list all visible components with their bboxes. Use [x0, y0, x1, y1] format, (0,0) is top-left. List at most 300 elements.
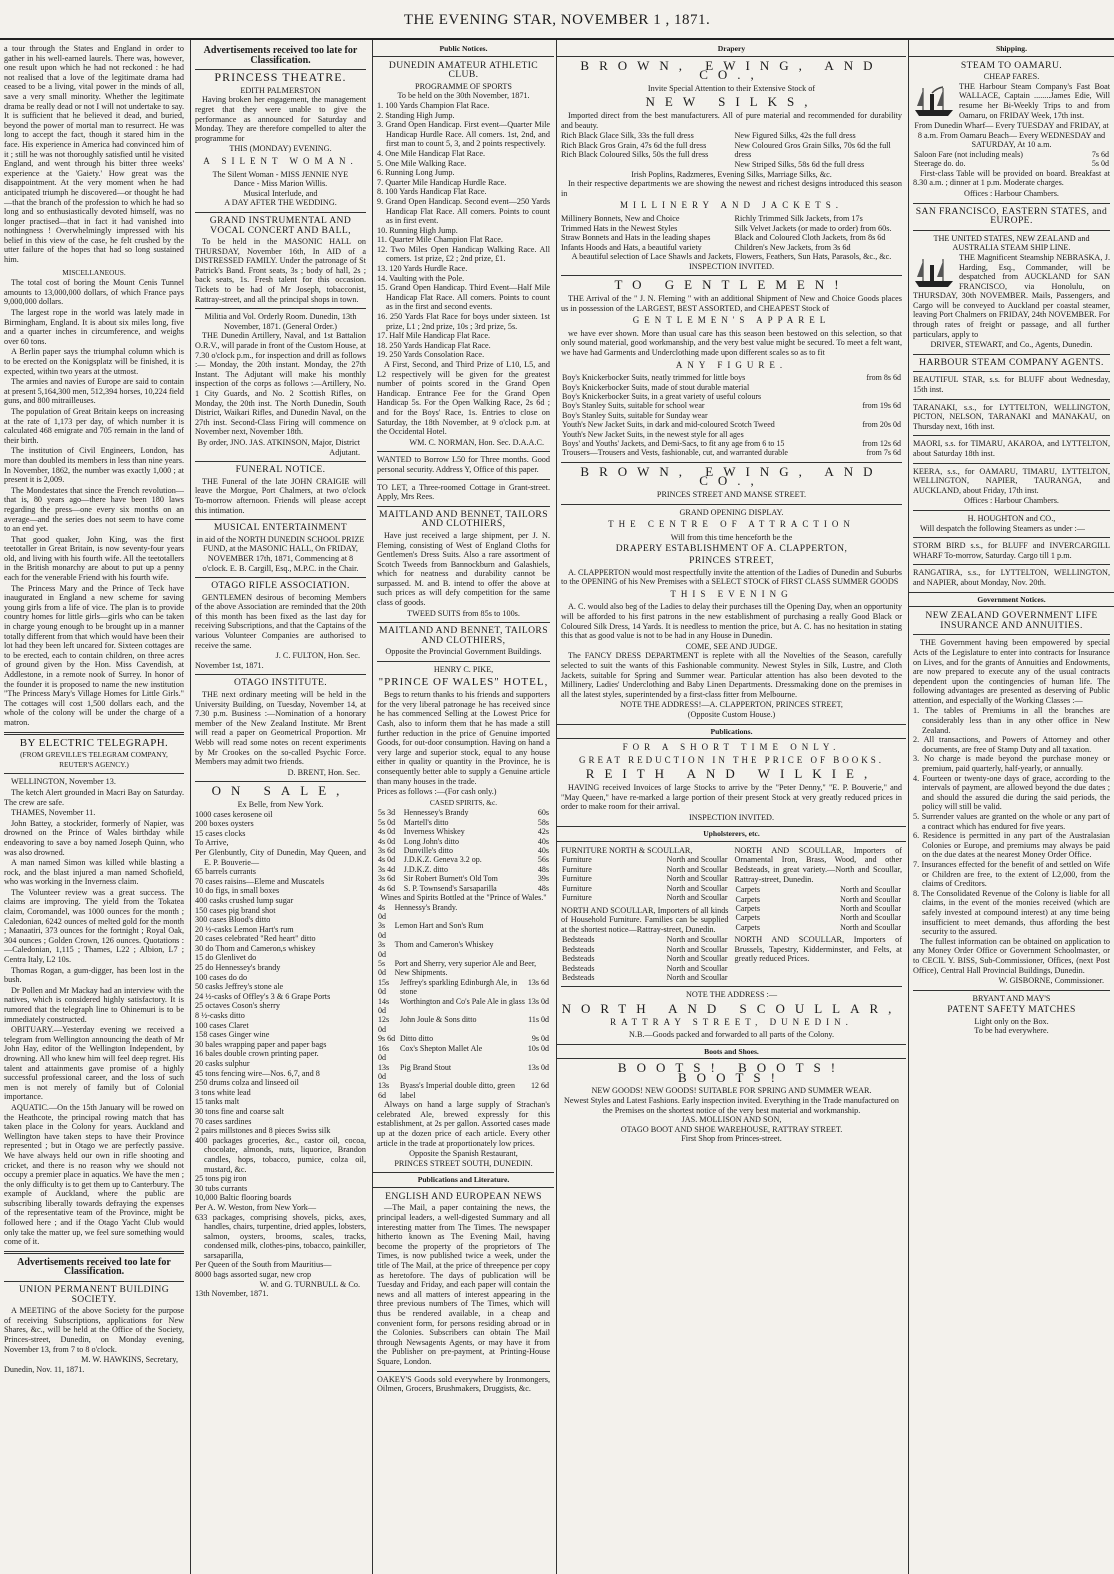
table-cell: 9s 6d: [378, 1034, 396, 1044]
table-cell: 7s 6d: [1091, 149, 1109, 159]
section-caption: Shipping.: [909, 44, 1114, 57]
table-cell: North and Scoullar: [666, 864, 728, 874]
divider: [913, 230, 1110, 231]
table-cell: Boy's Knickerbocker Suits, neatly trimmed for little boys: [562, 373, 746, 383]
ad-line: NOTE THE ADDRESS :—: [685, 990, 778, 1000]
silks-right: [735, 131, 903, 169]
list-item: The largest rope in the world was lately made in Birmingham, England. It is about six miles long, five and a quarter inches in circumference, and weighs over 60 tons.: [4, 308, 184, 346]
ad-heading: STEAM TO OAMARU.: [960, 59, 1063, 71]
ad-heading: NEW ZEALAND GOVERNMENT LIFE INSURANCE AND ANNUITIES.: [925, 610, 1098, 631]
table-cell: 16s 0d: [378, 1043, 390, 1063]
millinery-list: [561, 214, 902, 252]
ad-line: INSPECTION INVITED.: [688, 812, 775, 822]
table-cell: 3s 0d: [378, 921, 386, 940]
list-item: 633 packages, comprising shovels, picks, axes, handles, chairs, turpentine, dried apples, lobsters, salmon, oysters, brooms, scales, tracks, condensed milk, clothes-pins, tobacco, painkiller, sarsaparilla,: [195, 1212, 367, 1260]
ad-line: (Opposite Custom House.): [687, 709, 776, 719]
list-item: 70 cases sardines: [195, 1116, 252, 1126]
list-item: 2 pairs millstones and 8 pieces Swiss silk: [195, 1126, 331, 1136]
table-cell: 3s 0d: [378, 940, 386, 959]
table-row: [561, 448, 902, 457]
ad-text: Always on hand a large supply of Strachan's celebrated Ale, brewed expressly for this establishment, at 2s per gallon. Assorted cases made up at the dozen price of each article. Every other article in the trade at proportionately low prices.: [377, 1100, 550, 1148]
list-item: 30 tons fine and coarse salt: [195, 1106, 284, 1116]
table-row: [377, 1015, 550, 1034]
steamship-icon: [913, 255, 955, 289]
column-5: [908, 40, 1114, 1574]
table-row: [377, 978, 550, 997]
divider: [4, 1251, 184, 1254]
table-cell: Carpets: [735, 894, 760, 904]
table-cell: 9s 0d: [531, 1034, 549, 1044]
list-item: 8. 100 Yards Handicap Flat Race.: [377, 187, 487, 197]
ad-heading: TO GENTLEMEN!: [614, 277, 849, 293]
table-cell: Boys' and Youths' Jackets, and Demi-Sacs, to fit any age from 6 to 15: [562, 439, 785, 449]
table-cell: North and Scoullar: [840, 922, 901, 932]
ad-line: Offices : Harbour Chambers.: [964, 188, 1059, 198]
ad-signature: J. C. FULTON, Hon. Sec.: [275, 651, 360, 661]
ad-heading: PRINCESS THEATRE.: [214, 70, 347, 85]
table-cell: Long John's ditto: [403, 836, 460, 846]
table-cell: North and Scoullar: [840, 885, 901, 895]
divider: [377, 1371, 550, 1372]
ad-heading: SAN FRANCISCO, EASTERN STATES, and EUROPE.: [915, 205, 1108, 227]
list-item: 300 cases Blood's ditto: [195, 915, 271, 925]
divider: [913, 463, 1110, 464]
table-row: [561, 935, 729, 944]
list-item: Trimmed Hats in the Newest Styles: [561, 223, 678, 233]
table-cell: [548, 940, 550, 959]
table-cell: 12s 0d: [378, 1015, 390, 1034]
list-item: AQUATIC.—On the 15th January will be rowed on the Heathcote, the principal rowing match that has taken place in the Colony for years. Auckland and Wellington have taken steps to have their Province represented ; but in Otago we are perfectly passive. We have always held our own in rifle shooting and cricket, and there is no reason why we should not occupy a premier place in aquatics. We have the men ; the only difficulty is to get them up to Canterbury. The example of Auckland, where the public are subscribing liberally towards defraying the expenses of the representative team of the Province, might be followed here ; and if the Otago Yacht Club would only take the matter up, we feel sure something would come of it.: [4, 1102, 184, 1247]
ad-date: Dunedin, Nov. 11, 1871.: [4, 1364, 85, 1374]
telegraph-list: [4, 777, 184, 1247]
ad-date: 13th November, 1871.: [195, 1289, 269, 1299]
ad-text: THE Dunedin Artillery, Naval, and 1st Battalion O.R.V., will parade in front of the Custom House, at 7.30 o'clock p.m., for inspection and drill as follows :— Monday, the 20th instant. Monday, the 27th Instant. The Adjutant will make his monthly inspection of the corps as follows :—Artillery, No. 1 City Guards, and No. 2 Scottish Rifles, on Monday, the 20th inst. The North Dunedin, South District, Waikari Rifles, and Dunedin Naval, on the 27th inst. Second-Class Firing will commence on November next, November 18th.: [195, 331, 366, 437]
ad-heading: BRYANT AND MAY'S: [972, 993, 1051, 1003]
ad-signature: W. GISBORNE, Commissioner.: [998, 976, 1104, 986]
list-item: 11. Quarter Mile Champion Flat Race.: [377, 235, 503, 245]
table-cell: J.D.K.Z. Geneva 3.2 op.: [403, 855, 482, 865]
table-cell: 3s 6d: [378, 874, 396, 884]
table-cell: Inverness Whiskey: [403, 827, 465, 837]
table-cell: 40s: [537, 845, 549, 855]
table-row: [377, 846, 550, 855]
table-cell: 3s 4d: [378, 864, 396, 874]
ad-heading: FURNITURE NORTH & SCOULLAR,: [561, 845, 693, 855]
divider: [913, 435, 1110, 436]
list-item: 400 casks crushed lump sugar: [195, 895, 294, 905]
table-cell: Worthington and Co's Pale Ale in glass: [400, 996, 525, 1006]
table-cell: 13s 6d: [378, 1081, 390, 1100]
ad-heading: H. HOUGHTON and CO.,: [967, 513, 1056, 523]
table-row: [561, 964, 729, 973]
ad-text: Begs to return thanks to his friends and supporters for the very liberal patronage he has received since he has commenced Selling at the Lowest Price for Cash, also to inform them that he has made a still further reduction in the price of Genuine imported Goods, for out-door consumption. Having on hand a very large and superior stock, equal to any house either in quality or quantity in the Province, he is consequently better able to supply a Genuine article than many houses in the trade.: [377, 690, 550, 786]
table-cell: Boy's Stanley Suits, suitable for school wear: [562, 401, 705, 411]
list-item: WELLINGTON, November 13.: [11, 777, 116, 787]
ad-heading: ON SALE,: [211, 783, 350, 799]
table-cell: Bedsteads: [562, 944, 595, 954]
list-item: 20 casks sulphur: [195, 1059, 250, 1068]
list-item: 3 tons white lead: [195, 1087, 251, 1097]
ad-text: RANGATIRA, s.s., for LYTTELTON, WELLINGTON, and NAPIER, about Monday, Nov. 20th.: [913, 568, 1110, 587]
table-cell: Bedsteads: [562, 972, 595, 982]
list-item: 50 casks Jeffrey's stone ale: [195, 982, 284, 992]
price-table: [377, 808, 550, 893]
divider: [913, 354, 1110, 355]
ad-line: THIS EVENING: [670, 588, 793, 599]
ad-heading: BOOTS! BOOTS! BOOTS!: [617, 1060, 846, 1085]
ad-line: PRINCES STREET SOUTH, DUNEDIN.: [394, 1158, 533, 1168]
list-item: Rich Black Coloured Silks, 50s the full dress: [561, 150, 709, 160]
list-item: John Battey, a stockrider, formerly of Napier, was drowned on the Prince of Wales birthday while endeavoring to save a boy named Joseph Quinn, who was also drowned.: [4, 818, 184, 857]
list-item: New Coloured Gros Grain Silks, 70s 6d the full dress: [734, 140, 891, 160]
list-item: A Berlin paper says the triumphal column which is to be erected on the Konigsplatz will be finished, it is expected, within two years at the utmost.: [4, 347, 184, 376]
to-let-ad: TO LET, a Three-roomed Cottage in Grant-street. Apply, Mrs Rees.: [377, 482, 550, 502]
list-item: 65 barrels currants: [195, 867, 256, 877]
ad-signature: By order, JNO. JAS. ATKINSON, Major, District Adjutant.: [197, 437, 360, 457]
millinery-left: [561, 214, 729, 252]
list-item: 12. Two Miles Open Handicap Walking Race. All comers. 1st prize, £2 ; 2nd prize, £1.: [377, 244, 550, 264]
ad-heading: GRAND OPENING DISPLAY.: [679, 507, 784, 517]
list-item: 15 do Glenlivet do: [195, 953, 257, 963]
table-cell: Furniture: [562, 855, 592, 865]
masthead-title: THE EVENING STAR, NOVEMBER 1 , 1871.: [403, 12, 711, 28]
table-row: [377, 827, 550, 836]
list-item: 4. Fourteen or twenty-one days of grace, according to the intervals of payment, are allowed beyond the due dates ; and should the assured die during the said periods, the policy will still be valid.: [913, 773, 1110, 812]
table-cell: 4s 0d: [378, 902, 386, 921]
ad-text: Having broken her engagement, the management regret that they were unable to give the performance as announced for Saturday and Monday. They are therefore compelled to alter the programme for: [195, 95, 366, 143]
wanted-ad: WANTED to Borrow L50 for Three months. Good personal security. Address Y, Office of this paper.: [377, 455, 550, 474]
ad-signature: DRIVER, STEWART, and Co., Agents, Dunedin.: [930, 340, 1093, 350]
divider: [4, 732, 184, 735]
list-item: 25 octaves Coson's sherry: [195, 1001, 280, 1011]
section-heading: BY ELECTRIC TELEGRAPH.: [19, 736, 169, 749]
table-row: [561, 973, 729, 982]
table-cell: 13s 0d: [527, 1062, 549, 1072]
list-item: 16. 250 Yards Flat Race for boys under sixteen. 1st prize, L1 ; 2nd prize, 10s ; 3rd prize, 5s.: [377, 312, 550, 331]
column-2: [190, 40, 370, 1574]
table-cell: 40s: [537, 836, 549, 846]
table-row: [561, 954, 729, 963]
price-table: [377, 903, 550, 978]
ad-text: we have ever shown. More than usual care has this season been bestowed on this selection, so that only sound material, good workmanship, and the very best value might be secured. To meet a felt want, we have had Garments and Underclothing made upon different scales so as to fit: [561, 328, 902, 358]
table-cell: 39s: [537, 874, 549, 884]
ad-line: COME, SEE AND JUDGE.: [685, 641, 778, 651]
divider: [913, 537, 1110, 538]
list-item: New Striped Silks, 58s 6d the full dress: [734, 159, 865, 169]
masthead: [0, 2, 1114, 40]
table-row: [913, 150, 1110, 159]
list-item: 25 tons pig iron: [195, 1174, 247, 1184]
list-item: 13. 120 Yards Hurdle Race.: [377, 264, 468, 274]
ad-text: In their respective departments we are showing the newest and richest designs introduced this season in: [561, 179, 902, 198]
table-cell: 60s: [537, 808, 549, 818]
list-item: Silk Velvet Jackets (or made to order) from 60s.: [734, 223, 892, 233]
list-item: 1. The tables of Premiums in all the branches are considerably less than in any other office in New Zealand.: [913, 706, 1110, 735]
divider: [377, 622, 550, 623]
section-heading: Advertisements received too late for Classification.: [17, 1256, 171, 1278]
list-item: The ketch Alert grounded in Macri Bay on Saturday. The crew are safe.: [4, 787, 184, 807]
column-1: [0, 40, 188, 1574]
ad-text: To be held in the MASONIC HALL on THURSDAY, November 16th, In AID of a DISTRESSED FAMILY. Under the patronage of St Patrick's Band. Front seats, 3s ; body of hall, 2s ; back seats, 1s. Fresh talent for this occasion. Tickets to be had of Mr Joseph, tobacconist, Rattray-street, and all the principal shops in town.: [195, 237, 366, 304]
list-item: Dr Pollen and Mr Mackay had an interview with the natives, which is considered highly satisfactory. It is rumored that the telegraph line to Ohinemuri is to be immediately constructed.: [4, 985, 184, 1024]
list-item: The Princess Mary and the Prince of Teck have inaugurated in England a new scheme for saving young girls from a life of vice. The plan is to provide country homes for little girls—girls who can be taken in charge young enough to be brought up in a manner totally different from that which would have been their lot had they been left uncared for. Sixteen cottages are to be erected, each to contain children, on three acres of ground given by the Hon. Miss Cavendish, at Addlestone, in a remote nook of Surrey. In honor of the founder it is proposed to name the new institution "The Princess Mary's Village Homes for Little Girls." The cottages will cost 1,500 dollars each, and the whole of the colony will be under the charge of a matron.: [4, 583, 184, 727]
table-cell: 4s 0d: [378, 855, 396, 865]
ad-text: The fullest information can be obtained on application to any Money Order Office or Government Schoolmaster, or to CECIL Y. BISS, Sub-Commissioner, Offices, (next Post Office), Central Hall Provincial Buildings, Dunedin.: [913, 936, 1110, 975]
ad-heading: NEW SILKS,: [645, 94, 818, 110]
ad-heading: ENGLISH AND EUROPEAN NEWS: [385, 1190, 542, 1202]
table-row: [377, 1081, 550, 1100]
ad-line: OTAGO BOOT AND SHOE WAREHOUSE, RATTRAY STREET.: [620, 1124, 843, 1134]
table-cell: Cox's Shepton Mallet Ale: [400, 1043, 483, 1053]
list-item: 2. All transactions, and Powers of Attorney and other documents, are free of Stamp Duty and all taxation.: [913, 735, 1110, 754]
table-cell: 42s: [537, 827, 549, 837]
table-cell: Boy's Knickerbocker Suits, in a great variety of useful colours: [562, 392, 762, 402]
list-item: 100 cases do do: [195, 972, 248, 982]
ad-text: NORTH AND SCOULLAR, Importers of Ornamental Iron, Brass, Wood, and other Bedsteads, in great variety.—North and Scoullar, Rattray-street, Dunedin.: [734, 845, 902, 884]
table-row: [377, 884, 550, 893]
table-cell: North and Scoullar: [666, 883, 728, 893]
ad-text: Opposite the Provincial Government Buildings.: [385, 647, 542, 657]
ad-line: Irish Poplins, Radzmeres, Evening Silks, Marriage Silks, &c.: [631, 169, 832, 179]
divider: [195, 308, 366, 309]
ad-subheading: MILLINERY AND JACKETS.: [620, 200, 843, 211]
table-cell: Byass's Imperial double ditto, green label: [400, 1081, 516, 1100]
table-row: [377, 1034, 550, 1043]
table-row: [561, 893, 729, 902]
table-cell: Thom and Cameron's Whiskey: [394, 940, 494, 950]
ad-line: A DAY AFTER THE WEDDING.: [224, 198, 337, 208]
table-cell: 48s: [537, 883, 549, 893]
table-row: [561, 430, 902, 439]
divider: [195, 461, 366, 462]
table-row: [561, 855, 729, 864]
list-item: To Arrive,: [195, 838, 229, 848]
table-cell: North and Scoullar: [666, 954, 728, 964]
ad-line: FOR A SHORT TIME ONLY.: [622, 742, 841, 753]
ad-text: THE Magnificent Steamship NEBRASKA, J. Harding, Esq., Commander, will be despatched from AUCKLAND for SAN FRANCISCO, via Honolulu, on THURSDAY, 30th NOVEMBER. Mails, Passengers, and Cargo will be conveyed to Auckland per coastal steamer, leaving Port Chalmers on FRIDAY, 24th NOVEMBER. For through rates of freight or passage, and all further particulars, apply to: [913, 252, 1110, 339]
table-row: [377, 921, 550, 940]
divider: [913, 399, 1110, 400]
table-cell: Steerage do. do.: [914, 159, 966, 169]
ad-text: KEERA, s.s., for OAMARU, TIMARU, LYTTELTON, WELLINGTON, NAPIER, TAURANGA, and AUCKLAND, about Friday, 17th inst.: [913, 466, 1110, 495]
ad-subheading: PRINCES STREET AND MANSE STREET.: [656, 490, 807, 500]
ad-heading: PRINCES STREET,: [689, 555, 774, 567]
ad-text: THE Funeral of the late JOHN CRAIGIE will leave the Morgue, Port Chalmers, at two o'clock To-morrow afternoon. Friends will please accept this intimation.: [195, 476, 366, 515]
ad-line: TWEED SUITS from 85s to 100s.: [407, 608, 520, 618]
section-caption: Government Notices.: [909, 592, 1114, 608]
table-cell: Furniture: [562, 883, 592, 893]
list-item: 7. Insurances effected for the benefit of and settled on Wife or Children are free, to the extent of L2,000, from the claims of Creditors.: [913, 859, 1110, 889]
table-cell: 56s: [537, 855, 549, 865]
table-cell: 5s 0d: [378, 959, 386, 978]
table-cell: 5s 3d: [378, 808, 396, 818]
ad-line: A SILENT WOMAN.: [203, 155, 358, 166]
section-caption: Drapery: [557, 44, 906, 57]
table-cell: Furniture: [562, 893, 592, 903]
divider: [4, 1281, 184, 1282]
ad-subheading: Ex Belle, from New York.: [237, 799, 324, 809]
list-item: 400 packages groceries, &c., castor oil, cocoa, chocolate, almonds, nuts, liquorice, Brandon candles, hops, tobacco, pumice, colza oil, mustard, &c.: [195, 1135, 366, 1174]
table-cell: from 12s 6d: [862, 439, 901, 449]
divider: [4, 773, 184, 774]
list-item: A man named Simon was killed while blasting a rock, and the blast injured a man named Schofield, who was working in the Inverness claim.: [4, 858, 184, 887]
table-row: [561, 392, 902, 401]
list-item: Infants Hoods and Hats, a beautiful variety: [561, 242, 702, 252]
table-cell: Boy's Stanley Suits, suitable for Sunday wear: [562, 410, 708, 420]
ad-text: OAKEY'S Goods sold everywhere by Ironmongers, Oilmen, Grocers, Brushmakers, Druggists, &c.: [377, 1374, 550, 1394]
ad-text: THE next ordinary meeting will be held in the University Building, on Tuesday, November 14, at 7.30 p.m. Business :—Nomination of a honorary member of the New Zealand Institute. Mr Brent will read a paper on Geometrical Proportion. Mr Webb will read some notes on recent experiments by Mr Crookes on the so-called Psychic Force. Members may admit two friends.: [195, 690, 366, 767]
table-cell: 13s 6d: [527, 977, 549, 987]
table-cell: Pig Brand Stout: [400, 1062, 452, 1072]
list-item: 150 cases pig brand shot: [195, 905, 276, 915]
table-cell: Youth's New Jacket Suits, in the newest style for all ages: [562, 429, 744, 439]
ad-subheading: To be held on the 30th November, 1871.: [397, 91, 530, 101]
ad-text: The FANCY DRESS DEPARTMENT is replete with all the Novelties of the Season, carefully selected to suit the wants of this Fashionable community. Newest Styles in Silk, Lustre, and Cloth Jackets, suitable for Spring and Summer wear. Particular attention has also been devoted to the Millinery, Ladies' Underclothing and Baby Linen Departments. Dressmaking done on the premises in all the latest styles, superintended by a first-class fitter from Melbourne.: [561, 651, 902, 699]
table-row: [377, 959, 550, 978]
table-row: [735, 913, 903, 922]
ad-heading: OTAGO RIFLE ASSOCIATION.: [211, 580, 350, 592]
table-cell: from 20s 0d: [862, 420, 901, 430]
list-item: Millinery Bonnets, New and Choice: [561, 213, 680, 223]
table-cell: 13s 0d: [378, 1062, 390, 1081]
table-cell: Martell's ditto: [403, 817, 449, 827]
divider: [377, 506, 550, 507]
ad-text: MAORI, s.s. for TIMARU, AKAROA, and LYTTELTON, about Saturday 18th inst.: [913, 439, 1110, 458]
carpets-list: [735, 885, 903, 932]
table-cell: Sir Robert Burnett's Old Tom: [403, 874, 498, 884]
table-cell: North and Scoullar: [666, 963, 728, 973]
table-cell: Port and Sherry, very superior Ale and Beer, New Shipments.: [394, 959, 537, 978]
table-row: [377, 837, 550, 846]
ad-signature: W. and G. TURNBULL & Co.: [259, 1279, 360, 1289]
section-caption: Boots and Shoes.: [557, 1044, 906, 1060]
table-cell: North and Scoullar: [666, 874, 728, 884]
table-row: [735, 923, 903, 932]
sale-list: [195, 810, 366, 1280]
table-row: [735, 895, 903, 904]
ad-date: November 1st, 1871.: [195, 660, 264, 670]
table-row: [377, 808, 550, 817]
list-item: 30 do Thom and Cameron,s whiskey: [195, 943, 316, 953]
ad-text: NORTH AND SCOULLAR, Importers of all kinds of Household Furniture. Families can be supplied at the shortest notice—Rattray-street, Dunedin.: [561, 905, 729, 934]
list-item: THAMES, November 11.: [11, 808, 96, 818]
ad-line: Musical Interlude, and: [243, 188, 318, 198]
divider: [913, 564, 1110, 565]
table-cell: Carpets: [735, 885, 760, 895]
table-cell: John Joule & Sons ditto: [400, 1015, 477, 1025]
ad-signature: WM. C. NORMAN, Hon. Sec. D.A.A.C.: [409, 437, 544, 447]
ad-heading: PATENT SAFETY MATCHES: [947, 1004, 1076, 1016]
ad-text: GENTLEMEN desirous of becoming Members of the above Association are reminded that the 20th of this month has been fixed as the last day for receiving Subscriptions, and that the Captains of the various Volunteer Companies are authorised to receive the same.: [195, 592, 366, 650]
ad-subheading: Invite Special Attention to their Extensive Stock of: [647, 83, 816, 93]
divider: [913, 203, 1110, 204]
table-cell: North and Scoullar: [840, 904, 901, 914]
table-cell: North and Scoullar: [666, 935, 728, 945]
list-item: 8 ½-casks ditto: [195, 1011, 245, 1021]
ad-line: A beautiful selection of Lace Shawls and Jackets, Flowers, Feathers, Sun Hats, Parasols, &c., &c.: [571, 252, 892, 262]
sports-programme-list: [377, 101, 550, 360]
list-item: The Mondestates that since the French revolution—that is, 80 years ago—there have been 180 laws regarding the press—one every six months on an average—and the series does not seem to have come to an end yet.: [4, 485, 184, 534]
list-item: 5. Surrender values are granted on the whole or any part of a contract which has endured for five years.: [913, 812, 1110, 831]
table-row: [561, 401, 902, 410]
list-item: Rich Black Glace Silk, 33s the full dress: [561, 131, 694, 141]
table-cell: 4s 0d: [378, 827, 396, 837]
ad-subheading: THE UNITED STATES, NEW ZEALAND and AUSTRALIA STEAM SHIP LINE.: [933, 233, 1090, 253]
table-cell: [548, 959, 550, 978]
ad-line: To be had everywhere.: [974, 1026, 1049, 1036]
list-item: 30 tubs currants: [195, 1183, 248, 1193]
table-cell: [850, 392, 902, 401]
list-item: Per A. W. Weston, from New York—: [195, 1202, 317, 1212]
list-item: 16 bales double crown printing paper.: [195, 1049, 319, 1059]
ad-text: in aid of the NORTH DUNEDIN SCHOOL PRIZE FUND, at the MASONIC HALL, On FRIDAY, NOVEMBER 17th, 1871, Commencing at 8 o'clock. E. B. Cargill, Esq., M.P.C. in the Chair.: [196, 534, 365, 573]
table-cell: Carpets: [735, 922, 760, 932]
list-item: 15. Grand Open Handicap. Third Event—Half Mile Handicap Flat Race. All comers. Points to count as in the first and second events.: [377, 283, 550, 312]
table-cell: Lemon Hart and Son's Rum: [394, 921, 484, 931]
list-item: Rich Black Gros Grain, 47s 6d the full dress: [561, 140, 707, 150]
list-item: 100 cases Claret: [195, 1020, 249, 1030]
ad-line: Prices as follows :—(For cash only.): [377, 787, 497, 797]
ad-text: HAVING received Invoices of large Stocks to arrive by the "Peter Denny," "E. P. Bouverie," and "May Queen," have re-marked a large portion of their present Stock at very greatly reduced prices in order to make room for their arrival.: [561, 782, 902, 812]
table-cell: J.D.K.Z. ditto: [403, 864, 449, 874]
ad-line: JAS. MOLLISON AND SON,: [681, 1115, 782, 1125]
table-cell: [850, 383, 902, 392]
table-cell: North and Scoullar: [840, 913, 901, 923]
ad-line: ANY FIGURE.: [675, 359, 788, 370]
ad-text: TARANAKI, s.s., for LYTTELTON, WELLINGTON, PICTON, NELSON, TARANAKI and MANAKAU, on Thursday next, 16th inst.: [913, 402, 1110, 431]
list-item: 6. Residence is permitted in any part of the Australasian Colonies or Europe, and premiums may always be paid on the due dates at the nearest Money Order Office.: [913, 831, 1110, 860]
table-cell: Boy's Knickerbocker Suits, made of stout durable material: [562, 382, 750, 392]
list-item: 20 ½-casks Lemon Hart's rum: [195, 924, 294, 934]
ad-heading: DRAPERY ESTABLISHMENT OF A. CLAPPERTON,: [615, 543, 848, 555]
list-item: 3. Grand Open Handicap. First event—Quarter Mile Handicap Hurdle Race. All comers. 1st, 2nd, and first man to count 5, 3, and 2 points respectively.: [377, 120, 550, 149]
section-subheading: (FROM GREVILLE'S TELEGRAM COMPANY, REUTER'S AGENCY.): [20, 750, 168, 769]
list-item: 30 bales wrapping paper and paper bags: [195, 1039, 327, 1049]
ad-text: BEAUTIFUL STAR, s.s. for BLUFF about Wednesday, 15th inst.: [913, 375, 1110, 395]
table-row: [561, 439, 902, 448]
ad-heading: UNION PERMANENT BUILDING SOCIETY.: [18, 1284, 170, 1305]
ad-text: A. CLAPPERTON would most respectfully invite the attention of the Ladies of Dunedin and Suburbs to the OPENING of his New Premises with a SELECT STOCK of FIRST CLASS SUMMER GOODS: [561, 567, 902, 587]
section-caption: Advertisements received too late for Classification.: [203, 45, 358, 66]
upholsterers-left: [561, 846, 729, 982]
divider: [913, 990, 1110, 991]
list-item: 5. One Mile Walking Race.: [377, 158, 467, 168]
ad-text: THE Harbour Steam Company's Fast Boat WALLACE, Captain ........James Edie, Will resume her Bi-Weekly Trips to and from Oamaru, on FRIDAY Week, 17th inst.: [959, 81, 1110, 120]
table-row: [735, 904, 903, 913]
table-cell: from 8s 6d: [866, 373, 901, 383]
divider: [195, 519, 366, 520]
table-cell: Bedsteads: [562, 963, 595, 973]
ad-line: INSPECTION INVITED.: [688, 261, 775, 271]
list-item: 10 do figs, in small boxes: [195, 886, 280, 896]
table-cell: Bedsteads: [562, 954, 595, 964]
table-cell: [548, 903, 550, 922]
table-cell: 4s 6d: [378, 883, 396, 893]
table-cell: 58s: [537, 817, 549, 827]
ad-text: STORM BIRD s.s., for BLUFF and INVERCARGILL WHARF To-morrow, Saturday. Cargo till 1 p.m.: [913, 541, 1110, 560]
table-row: [735, 885, 903, 894]
table-row: [561, 420, 902, 429]
divider: [195, 577, 366, 578]
table-cell: [850, 430, 902, 439]
ad-heading: DUNEDIN AMATEUR ATHLETIC CLUB.: [388, 59, 539, 81]
table-cell: Trousers—Trousers and Vests, fashionable, cut, and warranted durable: [562, 448, 788, 458]
list-item: Richly Trimmed Silk Jackets, from 17s: [734, 213, 863, 223]
ad-heading: REITH AND WILKIE,: [585, 766, 878, 782]
ad-subheading: EDITH PALMERSTON: [240, 85, 321, 95]
table-cell: [548, 921, 550, 940]
list-item: New Figured Silks, 42s the full dress: [734, 131, 856, 141]
